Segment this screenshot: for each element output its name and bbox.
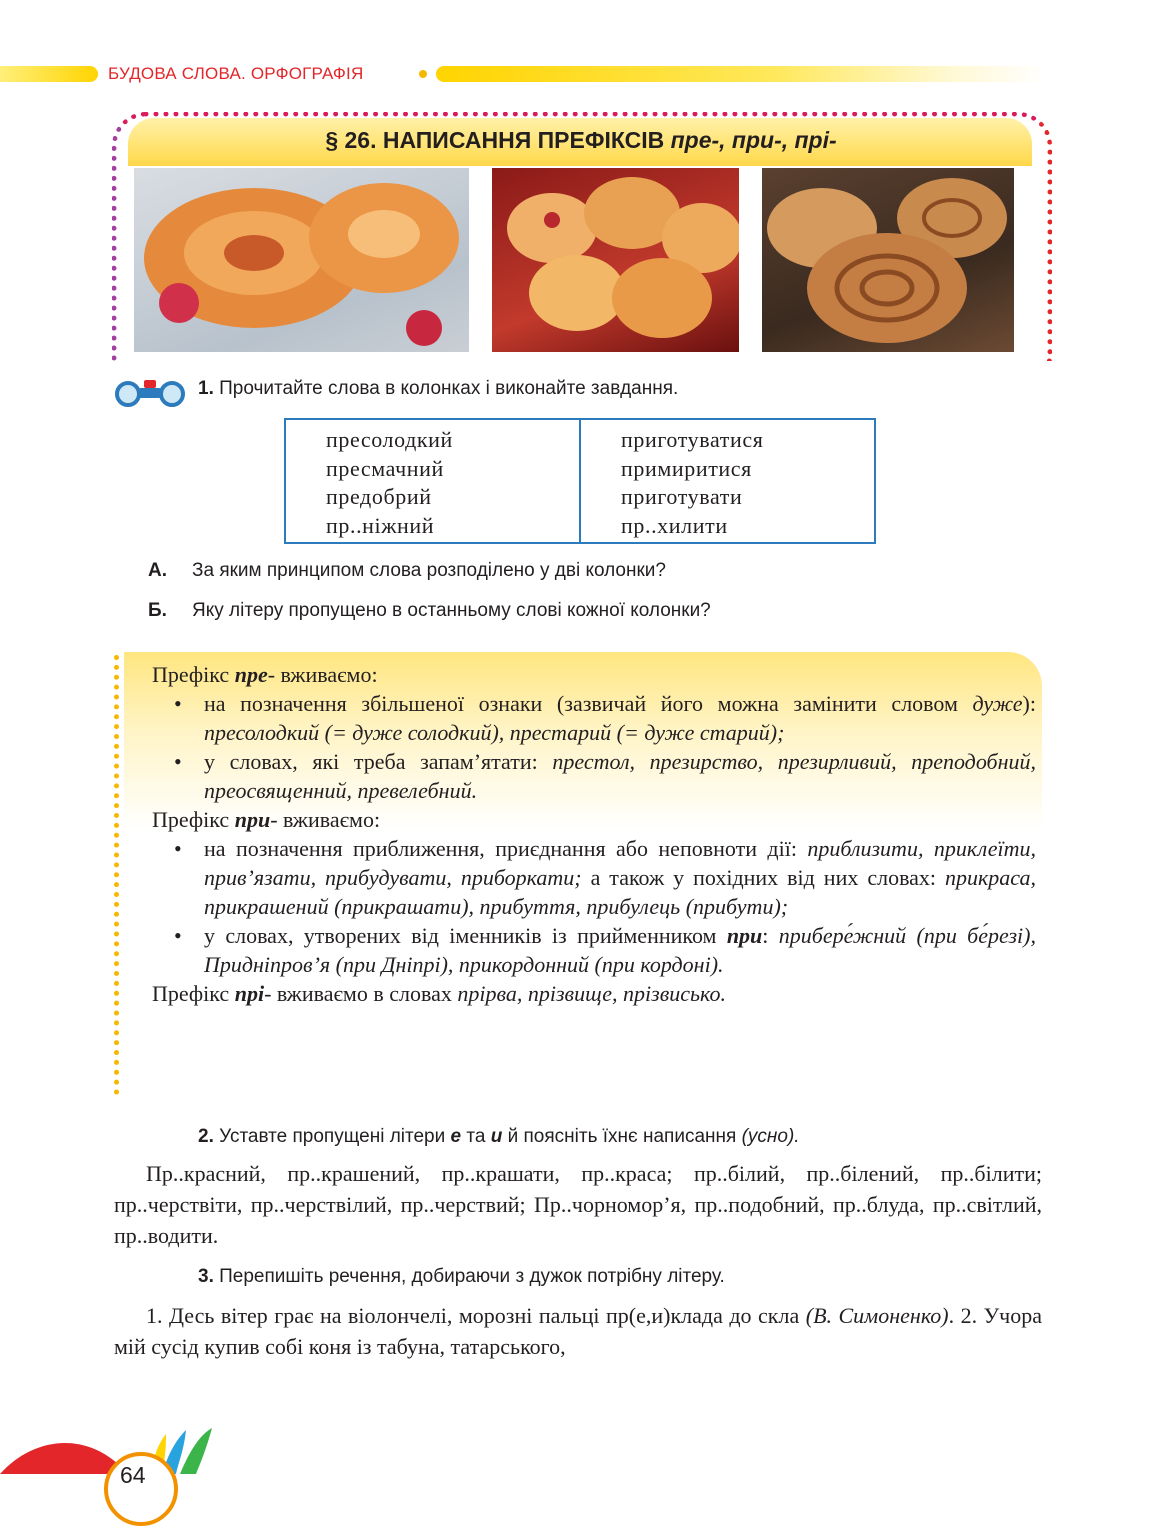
word-column-1 [286,420,579,542]
header-bar-left [0,66,98,82]
word-column-2 [579,420,874,542]
photo-buns-jam [492,168,739,352]
question-a [148,560,666,582]
word-item: пресолодкий [326,427,453,452]
question-a-label: А. [148,560,167,581]
word-item: предобрий [326,484,432,509]
rule-pre-intro: Префікс пре- вживаємо: [152,662,378,687]
question-a-text: За яким принципом слова розподілено у дві колонки? [192,560,666,581]
section-title-prefixes: пре-, при-, прі- [670,127,837,153]
exercise-2-number: 2. [198,1126,214,1147]
question-b-text: Яку літеру пропущено в останньому слові кожної колонки? [192,600,711,621]
question-b [148,600,711,622]
page-number: 64 [120,1462,146,1488]
exercise-2-instruction: 2. Уставте пропущені літери е та и й поясніть їхнє написання (усно). [198,1126,800,1147]
word-table [284,418,876,544]
section-header: БУДОВА СЛОВА. ОРФОГРАФІЯ [108,64,364,83]
rule-text [152,660,1036,1008]
rule-bullet: • у словах, які треба запам’ятати: престол, презирство, презирливий, преподобний, преосвященний, превелебний. [152,747,1036,805]
binoculars-icon [114,378,186,408]
exercise-3-body: 1. Десь вітер грає на віолончелі, морозні пальці пр(е,и)клада до скла (В. Симоненко). 2. Учора мій сусід купив собі коня із табуна, татарського, [114,1303,1043,1359]
word-item: пр..хилити [621,512,728,538]
question-b-label: Б. [148,600,167,621]
rule-bullet: • на позначення приближення, приєднання або неповноти дії: приблизити, приклеїти, прив’язати, прибудувати, приборкати; а також у похідних від них словах: прикраса, прикрашений (прикрашати), прибуття, прибулець (прибути); [152,834,1036,921]
rule-bullet: • на позначення збільшеної ознаки (зазвичай його можна замінити словом дуже): пресолодкий (= дуже солодкий), престарий (= дуже старий); [152,689,1036,747]
word-item: примиритися [621,455,752,481]
section-title-main: § 26. НАПИСАННЯ ПРЕФІКСІВ [325,127,665,153]
exercise-1-number: 1. [198,378,214,399]
word-item: приготувати [621,484,743,509]
rule-bullet: • у словах, утворених від іменників із прийменником при: прибере́жний (при бе́резі), Придніпров’я (при Дніпрі), прикордонний (при кордоні). [152,921,1036,979]
exercise-3-instruction [198,1266,725,1288]
rule-pri-i: Префікс прі- вживаємо в словах прірва, прізвище, прізвисько. [152,981,726,1006]
exercise-2-body: Пр..красний, пр..крашений, пр..крашати, пр..краса; пр..білий, пр..білений, пр..білити; пр..черствіти, пр..черствілий, пр..черствий; Пр..чорномор’я, пр..подобний, пр..блуда, пр..світлий, пр..водити. [114,1161,1042,1248]
exercise-1-instruction [198,378,678,400]
exercise-3-text: Перепишіть речення, добираючи з дужок потрібну літеру. [219,1266,725,1287]
exercise-1-text: Прочитайте слова в колонках і виконайте завдання. [219,378,679,399]
rule-pre-list [152,689,1036,805]
photo-spiral-buns [762,168,1014,352]
header-dot [419,70,427,78]
exercise-3-number: 3. [198,1266,214,1287]
rule-dotted-border [114,655,119,1095]
photo-buns-raspberries [134,168,469,352]
word-item: пр..ніжний [326,512,435,538]
rule-pri-list [152,834,1036,979]
word-item: приготуватися [621,427,764,452]
word-item: пресмачний [326,455,444,481]
rule-pri-intro: Префікс при- вживаємо: [152,807,381,832]
header-bar-right [436,66,1046,82]
section-title [0,127,1162,154]
